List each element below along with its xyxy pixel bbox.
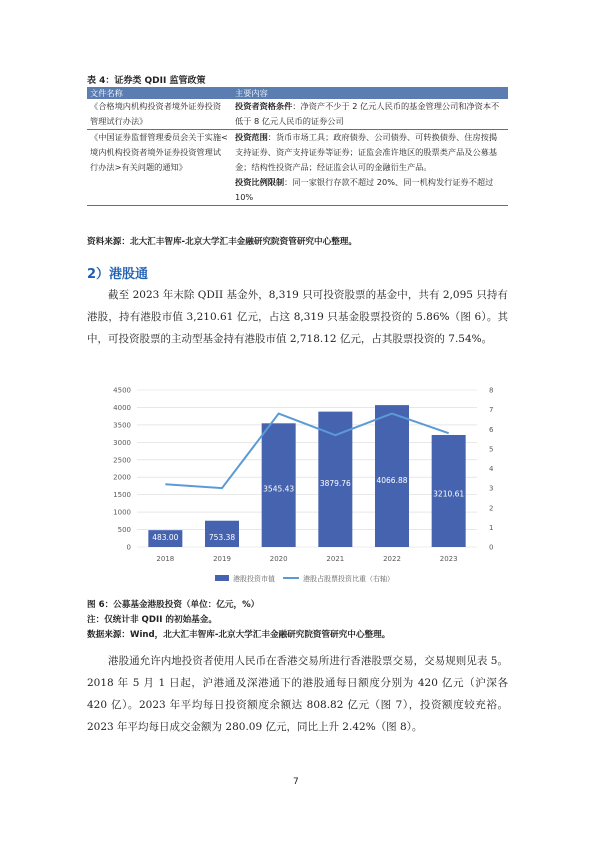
- x-tick-label: 2023: [439, 555, 458, 563]
- table-cell-content: [232, 130, 508, 206]
- paragraph-1: [87, 284, 508, 350]
- bar-data-label: 3879.76: [319, 479, 351, 489]
- content-text: ：同一家银行存款不超过 20%、同一机构发行证券不超过 10%: [235, 177, 494, 202]
- table-cell-name: 《合格境内机构投资者境外证券投资管理试行办法》: [87, 99, 232, 130]
- content-label: 投资比例限制: [235, 177, 285, 187]
- chart-bars: [148, 405, 465, 547]
- right-tick-label: 3: [489, 484, 494, 493]
- right-tick-label: 4: [489, 465, 494, 473]
- left-tick-label: 2000: [113, 473, 131, 482]
- left-tick-label: 500: [117, 526, 131, 535]
- table-cell-content: [232, 99, 508, 130]
- x-tick-label: 2020: [269, 555, 288, 563]
- table-cell-name: 《中国证券监督管理委员会关于实施<境内机构投资者境外证券投资管理试行办法>有关问题的通知》: [87, 130, 232, 206]
- content-label: 投资范围: [235, 132, 268, 142]
- figure-title: 图 6：公募基金港股投资（单位：亿元，%）: [87, 600, 260, 610]
- right-tick-label: 7: [489, 406, 494, 415]
- left-tick-label: 4500: [113, 386, 131, 395]
- left-tick-label: 1000: [113, 508, 131, 517]
- page-number: 7: [293, 777, 299, 787]
- paragraph-2-text: 港股通允许内地投资者使用人民币在香港交易所进行香港股票交易，交易规则见表 5。2018 年 5 月 1 日起，沪港通及深港通下的港股通每日额度分别为 420 亿元（沪深各 420 亿）。2023 年平均每日投资额度余额达 808.82 亿元（图 7），投资额度较充裕。2023 年平均每日成交金额为 280.09 亿元，同比上升 2.42%（图 8）。: [87, 655, 508, 733]
- left-tick-label: 0: [126, 543, 131, 552]
- section-heading: 2）港股通: [87, 267, 149, 282]
- x-tick-label: 2021: [326, 555, 345, 563]
- right-tick-label: 5: [489, 445, 494, 454]
- hk-stock-chart: [87, 380, 508, 595]
- right-tick-label: 1: [489, 523, 494, 532]
- left-tick-label: 4000: [113, 403, 131, 412]
- policy-table: [87, 87, 508, 206]
- table-row: [87, 130, 508, 206]
- table-header-content: 主要内容: [232, 87, 508, 99]
- bar-data-label: 753.38: [208, 533, 236, 542]
- bar-data-label: 4066.88: [376, 476, 408, 486]
- right-tick-label: 8: [489, 386, 494, 395]
- legend-swatch-bars: [215, 575, 229, 581]
- right-tick-label: 0: [489, 543, 494, 552]
- x-tick-label: 2022: [383, 555, 401, 563]
- bar-data-label: 3210.61: [433, 489, 465, 499]
- x-tick-label: 2019: [213, 555, 231, 563]
- content-label: 投资者资格条件: [235, 101, 293, 111]
- figure-note: 注：仅统计非 QDII 的初始基金。: [87, 615, 217, 625]
- right-tick-label: 2: [489, 504, 494, 513]
- left-tick-label: 1500: [113, 491, 131, 500]
- chart-legend: [215, 574, 394, 583]
- table-title: 表 4：证券类 QDII 监管政策: [87, 76, 206, 86]
- left-tick-label: 2500: [113, 456, 131, 465]
- legend-label-bars: 港股投资市值: [233, 575, 275, 583]
- paragraph-2: [87, 650, 508, 738]
- left-tick-label: 3000: [113, 438, 131, 447]
- bar-data-label: 3545.43: [263, 484, 295, 494]
- table-row: [87, 99, 508, 130]
- x-tick-label: 2018: [156, 555, 175, 563]
- chart-gridlines: [137, 390, 477, 547]
- content-text: ：货币市场工具；政府债券、公司债券、可转换债券、住房按揭支持证券、资产支持证券等证券；证监会准许地区的股票类产品及公募基金；结构性投资产品；经证监会认可的金融衍生产品。: [235, 132, 498, 172]
- table-source: 资料来源：北大汇丰智库-北京大学汇丰金融研究院资管研究中心整理。: [87, 237, 357, 247]
- legend-label-line: 港股占股票投资比重（右轴）: [303, 575, 394, 583]
- x-axis-ticks: [156, 555, 457, 563]
- figure-source: 数据来源：Wind，北大汇丰智库-北京大学汇丰金融研究院资管研究中心整理。: [87, 630, 391, 640]
- bar-data-label: 483.00: [152, 533, 179, 542]
- left-axis-ticks: [113, 387, 131, 552]
- table-header-name: 文件名称: [87, 87, 232, 99]
- left-tick-label: 3500: [113, 421, 131, 430]
- paragraph-1-text: 截至 2023 年末除 QDII 基金外，8,319 只可投资股票的基金中，共有 2,095 只持有港股，持有港股市值 3,210.61 亿元，占这 8,319 只基金股票投资的 5.86%（图 6）。其中，可投资股票的主动型基金持有港股市值 2,718.12 亿元，占其股票投资的 7.54%。: [87, 289, 508, 345]
- right-tick-label: 6: [489, 425, 494, 434]
- content-text: ：净资产不少于 2 亿元人民币的基金管理公司和净资本不低于 8 亿元人民币的证券公司: [235, 101, 500, 126]
- right-axis-ticks: [489, 387, 494, 552]
